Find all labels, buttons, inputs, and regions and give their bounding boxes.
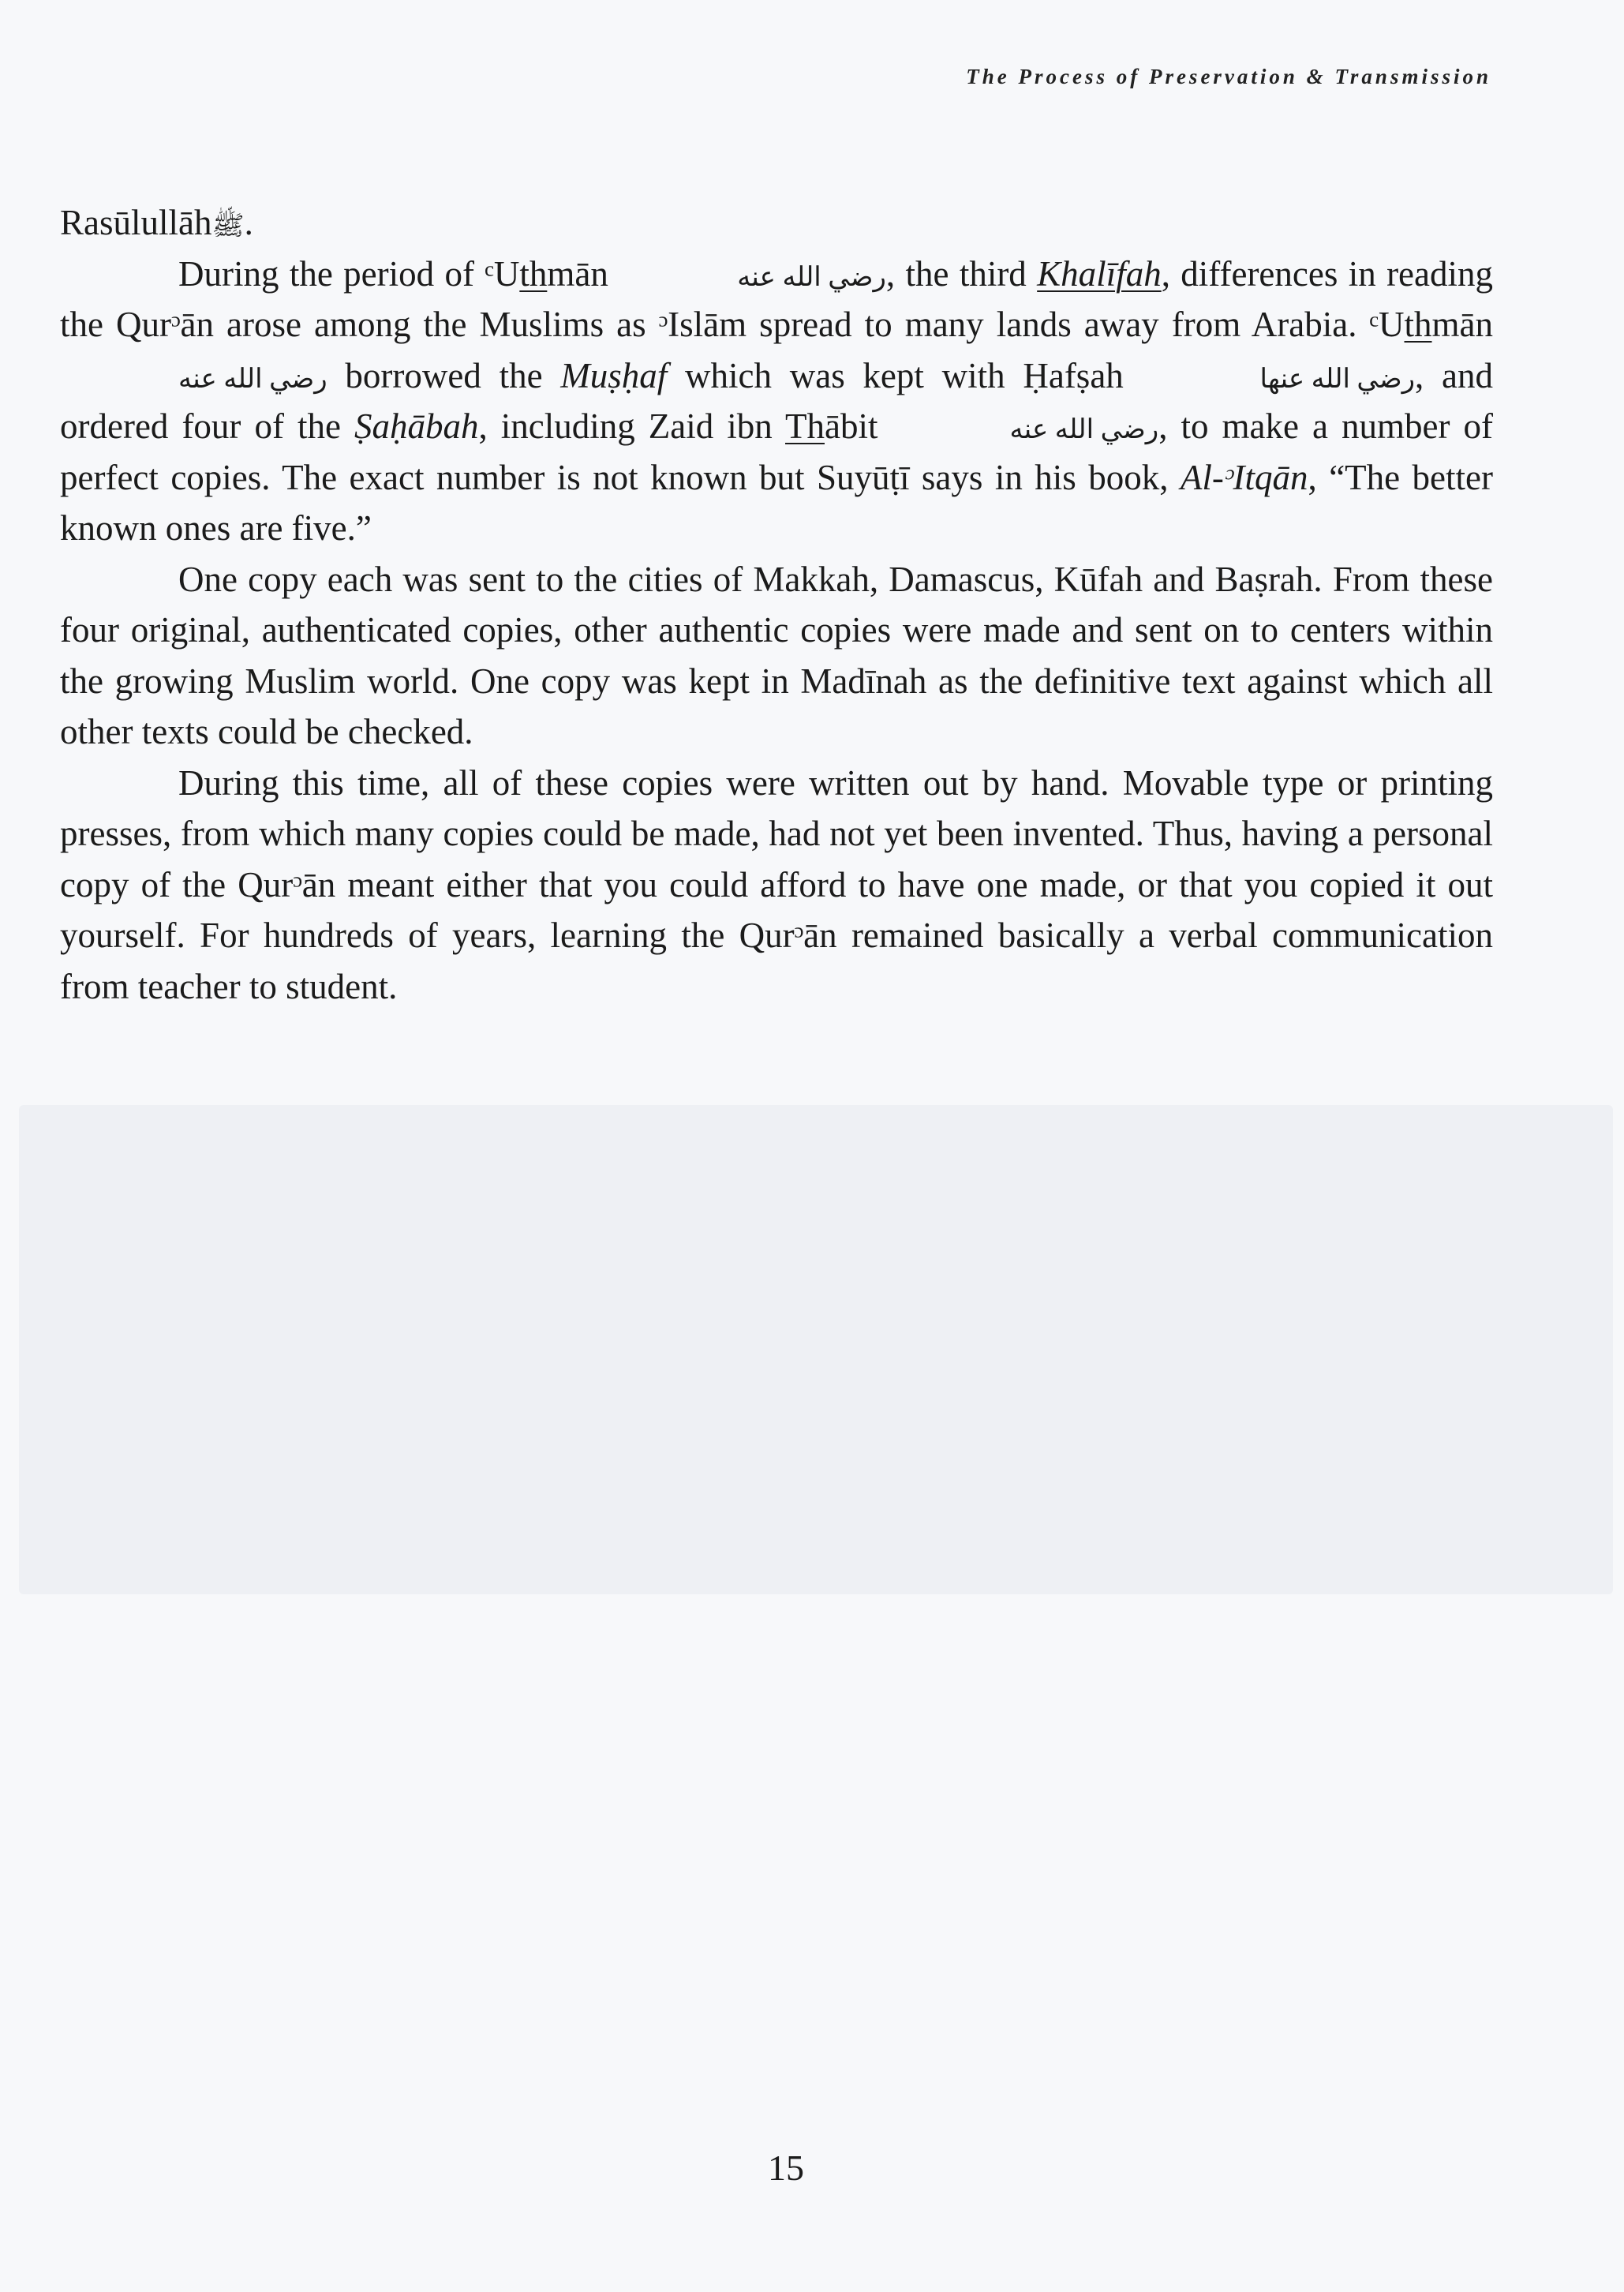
sahabi-honorific-icon: رضي الله عنه <box>178 364 327 394</box>
text-span: . <box>244 203 253 242</box>
text-span: mān <box>547 253 608 294</box>
text-span: ābit <box>825 406 878 446</box>
body-text <box>60 197 1493 1012</box>
paragraph-1 <box>60 197 1493 249</box>
sahabi-honorific-icon: رضي الله عنه <box>1009 415 1159 444</box>
text-span: borrowed the <box>327 355 561 395</box>
underlined-text: Th <box>785 406 825 446</box>
show-through-area <box>19 1105 1613 1594</box>
underlined-text: th <box>519 253 548 294</box>
underlined-text: th <box>1404 305 1432 344</box>
text-span: , “The better known ones are five.” <box>60 457 1493 548</box>
text-span: , including Zaid ibn <box>478 406 785 446</box>
text-span: Rasūlullāh <box>60 203 212 242</box>
sahabi-honorific-icon: رضي الله عنه <box>737 262 886 292</box>
text-span: , the third <box>885 253 1038 294</box>
italic-term: Al-ᵓItqān <box>1180 457 1308 497</box>
paragraph-4: During this time, all of these copies were written out by hand. Movable type or printing presses, from which many copies could be made, had not yet been invented. Thus, having a personal copy of the Qurᵓān meant either that you could afford to have one made, or that you copied it out yourself. For hundreds of years, learning the Qurᵓān remained basically a verbal communication from teacher to student. <box>60 762 1493 1006</box>
paragraph-3: One copy each was sent to the cities of Makkah, Damascus, Kūfah and Baṣrah. From these four original, authenticated copies, other authentic copies were made and sent on to centers within the growing Muslim world. One copy was kept in Madīnah as the definitive text against which all other texts could be checked. <box>60 559 1493 751</box>
italic-term: Khalīfah <box>1037 253 1162 294</box>
paragraph-2 <box>60 249 1493 554</box>
honorific-icon: ﷺ <box>211 212 245 241</box>
text-span: mān <box>1431 305 1493 344</box>
text-span: , to make a number of perfect copies. The exact number is not known but Suyūṭī says in his book, <box>60 406 1493 497</box>
text-span: which was kept with Ḥafṣah <box>667 355 1124 395</box>
italic-term: Ṣaḥābah <box>354 406 479 446</box>
page-number: 15 <box>768 2148 804 2188</box>
text-span: During the period of ᶜU <box>178 253 520 294</box>
text-span: , and ordered four of the <box>60 355 1493 446</box>
italic-term: Muṣḥaf <box>560 355 668 395</box>
text-span: , differences in reading the Qurᵓān arose among the Muslims as ᵓIslām spread to many lands away from Arabia. ᶜU <box>60 253 1493 344</box>
sahabiyah-honorific-icon: رضي الله عنها <box>1259 364 1416 394</box>
running-header: The Process of Preservation & Transmission <box>966 65 1491 88</box>
